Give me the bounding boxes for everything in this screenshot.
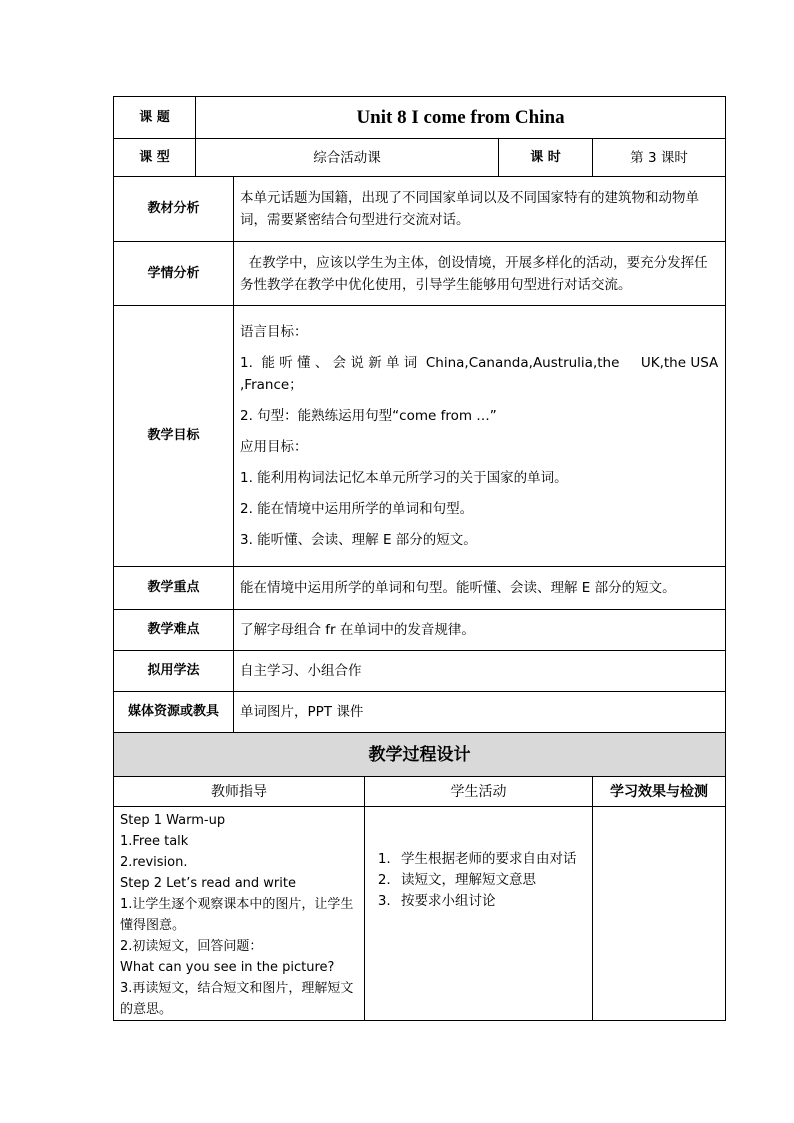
teacher-step: 1.Free talk [120, 834, 189, 849]
student-activity-list [371, 849, 586, 912]
student-activity: 3. 按要求小组讨论 [395, 891, 586, 912]
type-label: 课 型 [114, 139, 196, 177]
method-label: 拟用学法 [114, 651, 234, 692]
objectives-line: 2. 能在情境中运用所学的单词和句型。 [240, 501, 474, 517]
teacher-step: Step 2 Let’s read and write [120, 876, 296, 891]
teacher-step: 2.初读短文，回答问题： [120, 939, 263, 954]
material-row [114, 177, 726, 242]
lesson-type: 综合活动课 [196, 139, 499, 177]
objectives-text [234, 306, 726, 567]
process-body-row [114, 807, 726, 1021]
key-label: 教学重点 [114, 567, 234, 610]
topic-row [114, 97, 726, 139]
media-label: 媒体资源或教具 [114, 692, 234, 733]
method-row [114, 651, 726, 692]
method-text: 自主学习、小组合作 [234, 651, 726, 692]
objectives-label: 教学目标 [114, 306, 234, 567]
students-text: 在教学中，应该以学生为主体，创设情境，开展多样化的活动，要充分发挥任务性教学在教学中优化使用，引导学生能够用句型进行对话交流。 [234, 242, 726, 306]
difficulty-row [114, 610, 726, 651]
objectives-row [114, 306, 726, 567]
teacher-step: Step 1 Warm-up [120, 813, 226, 828]
teacher-step: 2.revision. [120, 855, 188, 870]
media-row [114, 692, 726, 733]
objectives-line: 语言目标： [240, 324, 308, 340]
col-teacher-header: 教师指导 [114, 777, 365, 807]
lesson-period: 第 3 课时 [593, 139, 726, 177]
teacher-step: 1.让学生逐个观察课本中的图片，让学生懂得图意。 [120, 897, 354, 933]
topic-label: 课 题 [114, 97, 196, 139]
difficulty-text: 了解字母组合 fr 在单词中的发音规律。 [234, 610, 726, 651]
material-text: 本单元话题为国籍，出现了不同国家单词以及不同国家特有的建筑物和动物单词，需要紧密结合句型进行交流对话。 [234, 177, 726, 242]
teacher-step: 3.再读短文，结合短文和图片，理解短文的意思。 [120, 981, 354, 1017]
process-title-row [114, 733, 726, 777]
student-activities [365, 807, 593, 1021]
lesson-title: Unit 8 I come from China [196, 97, 726, 139]
difficulty-label: 教学难点 [114, 610, 234, 651]
lesson-plan-table [113, 96, 726, 1021]
key-row [114, 567, 726, 610]
objectives-line: 1. 能 听 懂 、 会 说 新 单 词 China,Cananda,Austrulia,the UK,the USA ,France； [240, 355, 723, 393]
period-label: 课 时 [499, 139, 593, 177]
objectives-line: 应用目标： [240, 439, 308, 455]
media-text: 单词图片，PPT 课件 [234, 692, 726, 733]
col-effect-header: 学习效果与检测 [593, 777, 726, 807]
type-row [114, 139, 726, 177]
objectives-line: 2. 句型：能熟练运用句型“come from …” [240, 408, 497, 424]
material-label: 教材分析 [114, 177, 234, 242]
students-label: 学情分析 [114, 242, 234, 306]
objectives-line: 3. 能听懂、会读、理解 E 部分的短文。 [240, 532, 477, 548]
col-student-header: 学生活动 [365, 777, 593, 807]
process-header-row [114, 777, 726, 807]
teacher-step: What can you see in the picture? [120, 960, 335, 975]
objectives-line: 1. 能利用构词法记忆本单元所学习的关于国家的单词。 [240, 470, 568, 486]
students-row [114, 242, 726, 306]
process-title: 教学过程设计 [114, 733, 726, 777]
teacher-guidance [114, 807, 365, 1021]
effect-cell [593, 807, 726, 1021]
key-text: 能在情境中运用所学的单词和句型。能听懂、会读、理解 E 部分的短文。 [234, 567, 726, 610]
student-activity: 1. 学生根据老师的要求自由对话 [395, 849, 586, 870]
student-activity: 2. 读短文，理解短文意思 [395, 870, 586, 891]
